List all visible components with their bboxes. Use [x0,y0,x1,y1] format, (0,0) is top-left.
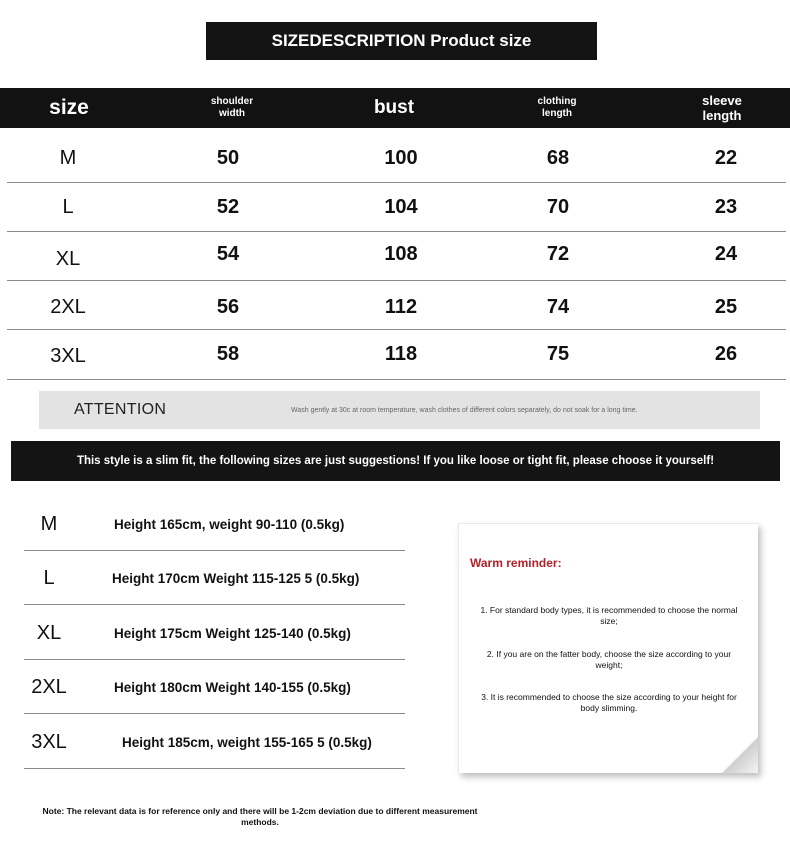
table-row [0,283,790,331]
recommend-size: L [43,566,55,589]
cell-size: 2XL [50,295,86,318]
table-row [0,134,790,182]
cell-bust: 100 [384,146,418,169]
fit-note-banner [11,441,780,481]
list-item [24,660,405,714]
recommend-desc: Height 185cm, weight 155-165 5 (0.5kg) [122,734,372,750]
cell-length: 75 [546,342,570,365]
cell-shoulder: 58 [216,342,240,365]
recommend-size: XL [36,621,62,644]
recommend-desc: Height 165cm, weight 90-110 (0.5kg) [114,516,345,532]
cell-bust: 104 [384,195,418,218]
cell-sleeve: 26 [714,342,738,365]
warm-reminder-card [458,523,758,773]
cell-shoulder: 50 [216,146,240,169]
header-size: size [49,96,89,119]
table-row [0,230,790,278]
reminder-item: 2. If you are on the fatter body, choose the size according to your weight; [486,649,732,670]
cell-length: 70 [546,195,570,218]
cell-sleeve: 24 [714,242,738,265]
cell-bust: 108 [384,242,418,265]
cell-size: XL [55,247,81,270]
cell-length: 74 [546,295,570,318]
size-table-header [0,88,790,128]
recommend-desc: Height 175cm Weight 125-140 (0.5kg) [114,625,351,641]
reminder-item: 3. It is recommended to choose the size according to your height for body slimming. [481,692,737,713]
footnote: Note: The relevant data is for reference only and there will be 1-2cm deviation due to different measurement methods. [42,806,478,827]
cell-bust: 118 [384,342,418,365]
cell-shoulder: 56 [216,295,240,318]
cell-bust: 112 [384,295,418,318]
reminder-item: 1. For standard body types, it is recommended to choose the normal size; [480,605,738,626]
list-item [24,551,405,605]
table-row [0,330,790,378]
list-item [24,497,405,551]
row-divider [24,604,405,605]
row-divider [7,280,786,281]
row-divider [7,379,786,380]
attention-bar [39,391,760,429]
attention-text: Wash gently at 30c at room temperature, wash clothes of different colors separately, do not soak for a long time. [291,406,638,414]
recommend-size: M [40,512,58,535]
recommend-size: 2XL [31,675,67,698]
row-divider [24,768,405,769]
row-divider [24,713,405,714]
cell-length: 72 [546,242,570,265]
attention-label: ATTENTION [74,401,167,418]
recommend-size: 3XL [31,730,67,753]
cell-sleeve: 25 [714,295,738,318]
fit-note: This style is a slim fit, the following sizes are just suggestions! If you like loose or tight fit, please choose it yourself! [76,455,715,467]
list-item [24,715,405,769]
list-item [24,606,405,660]
page-curl-decoration [722,737,758,773]
table-row [0,183,790,231]
title-banner [206,22,597,60]
cell-sleeve: 22 [714,146,738,169]
header-bust: bust [373,97,415,118]
cell-size: L [62,195,74,218]
cell-length: 68 [546,146,570,169]
header-sleeve-length: sleeve length [702,93,742,123]
cell-shoulder: 54 [216,242,240,265]
cell-shoulder: 52 [216,195,240,218]
cell-sleeve: 23 [714,195,738,218]
cell-size: 3XL [50,344,86,367]
reminder-title: Warm reminder: [470,556,562,570]
recommend-desc: Height 170cm Weight 115-125 5 (0.5kg) [112,570,360,586]
header-shoulder-width: shoulder width [210,96,254,119]
cell-size: M [59,146,77,169]
recommend-desc: Height 180cm Weight 140-155 (0.5kg) [114,679,351,695]
header-clothing-length: clothing length [537,96,577,119]
page-title: SIZEDESCRIPTION Product size [271,31,532,50]
